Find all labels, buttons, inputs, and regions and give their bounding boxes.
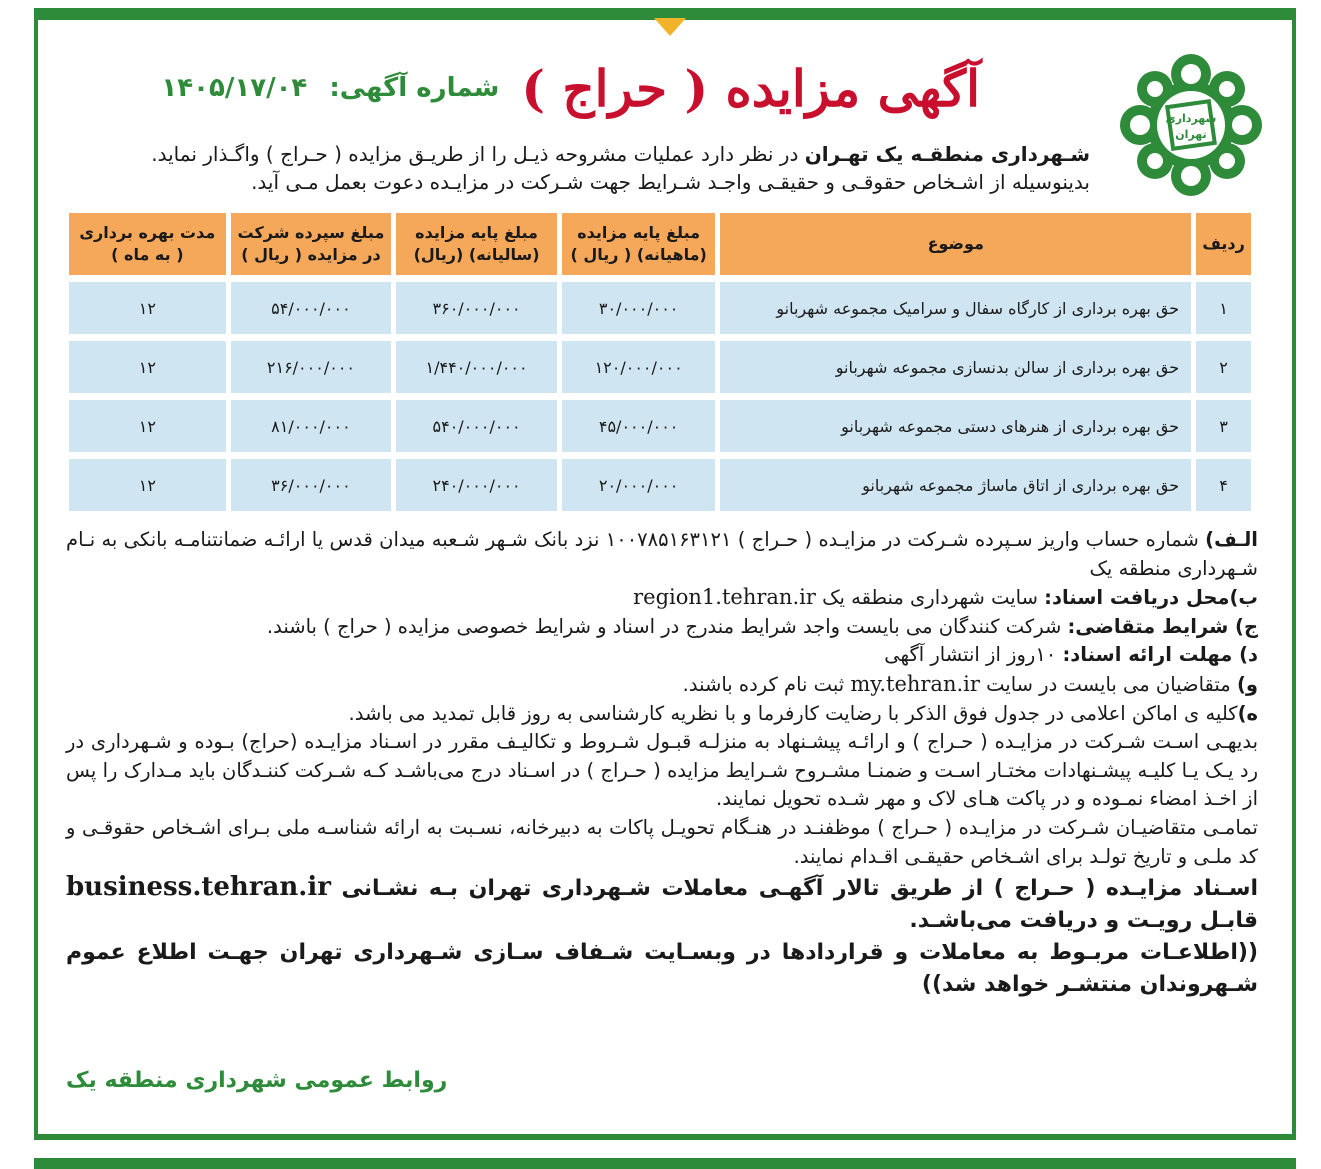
cell-yearly-base: ۱/۴۴۰/۰۰۰/۰۰۰ [396,341,557,393]
cell-deposit: ۲۱۶/۰۰۰/۰۰۰ [231,341,392,393]
col-header-deposit: مبلغ سپرده شرکت در مزایده ( ریال ) [231,213,392,275]
business-site-link[interactable]: business.tehran.ir [66,872,331,903]
cell-duration: ۱۲ [69,282,226,334]
clause-d-text: ۱۰روز از انتشار آگهی [884,643,1063,667]
top-notch-decoration [654,18,686,36]
paragraph-documents [66,871,1258,937]
clause-c-label: ج) شرایط متقاضی: [1067,614,1258,638]
title-row [161,48,980,128]
table-row [69,282,1251,334]
public-relations-signature: روابط عمومی شهرداری منطقه یک [66,1068,448,1093]
clause-b [66,583,1258,613]
cell-subject: حق بهره برداری از کارگاه سفال و سرامیک مجموعه شهربانو [720,282,1191,334]
col-header-monthly-base: مبلغ پایه مزایده (ماهیانه) ( ریال ) [562,213,716,275]
cell-deposit: ۵۴/۰۰۰/۰۰۰ [231,282,392,334]
page-title: آگهی مزایده ( حراج ) [521,58,980,118]
cell-yearly-base: ۲۴۰/۰۰۰/۰۰۰ [396,459,557,511]
ad-number-label: شماره آگهی: [329,73,500,103]
cell-subject: حق بهره برداری از اتاق ماساژ مجموعه شهربانو [720,459,1191,511]
region1-site-link[interactable]: region1.tehran.ir [633,585,816,610]
clause-a-label: الـف) [1205,528,1258,551]
svg-text:تهران: تهران [1175,128,1207,141]
table-row [69,341,1251,393]
clause-d [66,641,1258,670]
ad-number: ۱۴۰۵/۱۷/۰۴ [161,73,308,103]
cell-duration: ۱۲ [69,400,226,452]
clause-c-text: شرکت کنندگان می بایست واجد شرایط مندرج در اسناد و شرایط خصوصی مزایده ( حراج ) باشند. [266,614,1068,638]
cell-monthly-base: ۳۰/۰۰۰/۰۰۰ [562,282,716,334]
intro-paragraph [60,140,1090,196]
paragraph-conditions: بدیهـی اسـت شـرکت در مزایـده ( حـراج ) و ارائـه پیشـنهاد به منزلـه قبـول شـروط و تکالیـف مقرر در اسـناد مزایـده (حراج) بـوده و شـهرداری در رد یـک یـا کلیـه پیشـنهادات مختـار اسـت و ضمنـا مشـروح شـرایط مزایده ( حـراج ) در اسـناد درج می‌باشـد کـه شـرکت کننـدگان باید مـدارک را پس از اخـذ امضاء نمـوده و در پاکت هـای لاک و مهر شـده تحویل نمایند. [66,730,1258,811]
clause-a [66,526,1258,583]
terms-section [66,526,1258,1001]
intro-line1: در نظر دارد عملیات مشروحه ذیـل را از طریـق مزایده ( حـراج ) واگـذار نماید. [151,142,805,166]
svg-text:شهرداری: شهرداری [1165,112,1217,125]
cell-deposit: ۸۱/۰۰۰/۰۰۰ [231,400,392,452]
cell-duration: ۱۲ [69,341,226,393]
clause-v [66,670,1258,700]
table-row [69,459,1251,511]
col-header-row-no: ردیف [1196,213,1251,275]
col-header-subject: موضوع [720,213,1191,275]
clause-a-text: شماره حساب واریز سـپرده شـرکت در مزایـده ( حـراج ) ۱۰۰۷۸۵۱۶۳۱۲۱ نزد بانک شـهر شـعبه میدان قدس یا ارائـه ضمانتنامـه بانکی به نـام شـهرداری منطقه یک [66,528,1258,580]
cell-monthly-base: ۱۲۰/۰۰۰/۰۰۰ [562,341,716,393]
cell-monthly-base: ۴۵/۰۰۰/۰۰۰ [562,400,716,452]
documents-text-b: قابـل رویـت و دریافت می‌باشـد. [909,908,1258,934]
clause-b-text: سایت شهرداری منطقه یک [815,586,1045,610]
clause-h [66,700,1258,729]
my-tehran-site-link[interactable]: my.tehran.ir [850,671,980,696]
cell-monthly-base: ۲۰/۰۰۰/۰۰۰ [562,459,716,511]
paragraph-transparency: ((اطلاعـات مربـوط به معاملات و قراردادها در وبسـایت شـفاف سـازی شـهرداری تهران جهـت اطلاع عموم شـهروندان منتشـر خواهد شد)) [66,940,1258,998]
cell-subject: حق بهره برداری از سالن بدنسازی مجموعه شهربانو [720,341,1191,393]
cell-row-no: ۲ [1196,341,1251,393]
tehran-municipality-emblem-icon [1118,52,1264,198]
intro-line2: بدینوسیله از اشـخاص حقوقـی و حقیقـی واجـد شـرایط جهت شـرکت در مزایـده دعوت بعمل مـی آید. [251,170,1090,194]
documents-text-a: اسـناد مزایـده ( حـراج ) از طریق تالار آگهـی معاملات شـهرداری تهران بـه نشـانی [330,876,1258,902]
clause-v-text1: متقاضیان می بایست در سایت [979,672,1237,696]
cell-yearly-base: ۵۴۰/۰۰۰/۰۰۰ [396,400,557,452]
clause-v-label: و) [1236,672,1258,696]
cell-subject: حق بهره برداری از هنرهای دستی مجموعه شهربانو [720,400,1191,452]
table-header-row [69,213,1251,275]
cell-row-no: ۳ [1196,400,1251,452]
clause-c [66,613,1258,642]
paragraph-applicants: تمامـی متقاضیـان شـرکت در مزایـده ( حـراج ) موظفنـد در هنـگام تحویـل پاکات به دبیرخانه، نسـبت به ارائه شناسـه ملی بـرای اشـخاص حقوقـی و کد ملـی و تاریخ تولـد برای اشـخاص حقیقـی اقـدام نمایند. [66,815,1258,868]
cell-row-no: ۴ [1196,459,1251,511]
col-header-duration: مدت بهره برداری ( به ماه ) [69,213,226,275]
cell-yearly-base: ۳۶۰/۰۰۰/۰۰۰ [396,282,557,334]
organization-name: شـهرداری منطقـه یک تهـران [804,142,1090,166]
table-row [69,400,1251,452]
clause-d-label: د) مهلت ارائه اسناد: [1062,643,1258,667]
cell-duration: ۱۲ [69,459,226,511]
cell-deposit: ۳۶/۰۰۰/۰۰۰ [231,459,392,511]
col-header-yearly-base: مبلغ پایه مزایده (سالیانه) (ریال) [396,213,557,275]
clause-b-label: ب)محل دریافت اسناد: [1044,586,1258,610]
auction-items-table [64,206,1256,518]
clause-v-text2: ثبت نام کرده باشند. [682,672,851,696]
bottom-green-bar [34,1158,1296,1169]
clause-h-label: ه) [1237,701,1258,725]
clause-h-text: کلیه ی اماکن اعلامی در جدول فوق الذکر با رضایت کارفرما و با نظریه کارشناسی به روز قابل تمدید می باشد. [348,701,1238,725]
cell-row-no: ۱ [1196,282,1251,334]
